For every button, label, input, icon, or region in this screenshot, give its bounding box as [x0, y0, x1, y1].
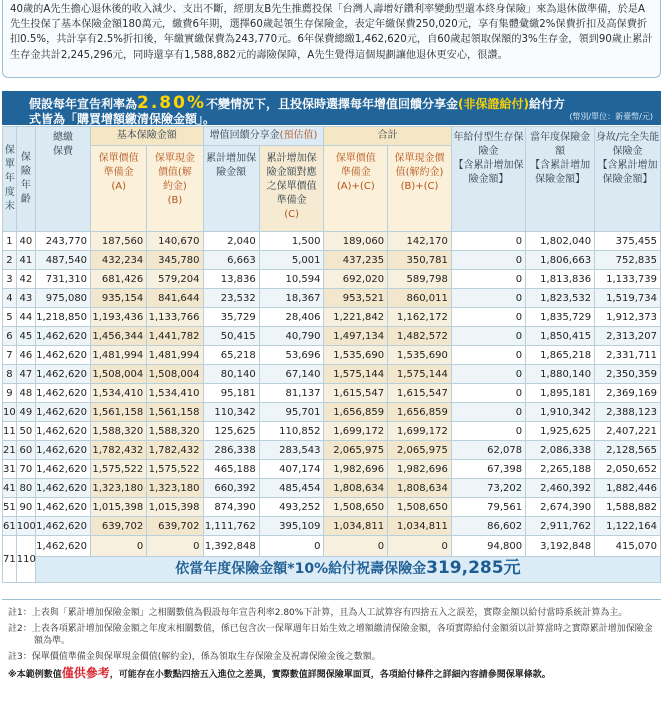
cell-annual-benefit: 67,398	[451, 460, 525, 479]
cell-total-reserve: 1,982,696	[324, 460, 388, 479]
note-3: 註3：保單價值準備金與保單現金價值(解約金)，係為領取生存保險金及祝壽保險金後之數額。	[8, 651, 381, 662]
cell-reserve-a: 1,193,436	[91, 308, 147, 327]
cell-reserve-a: 681,426	[91, 270, 147, 289]
cell-inc-amount: 35,729	[203, 308, 259, 327]
cell-reserve-a: 1,456,344	[91, 327, 147, 346]
cell-age: 60	[16, 441, 35, 460]
cell-age: 90	[16, 498, 35, 517]
endowment-text: 依當年度保險金額*10%給付祝壽保險金	[175, 561, 427, 577]
group-total: 合計	[324, 127, 451, 146]
col-annual-benefit: 年給付型生存保險金 【含累計增加保險金額】	[451, 127, 525, 232]
table-row-final	[3, 536, 661, 557]
cell-cash-b: 345,780	[147, 251, 203, 270]
cell-inc-reserve: 10,594	[259, 270, 324, 289]
cell-age: 49	[16, 403, 35, 422]
cell-current-amount: 1,823,532	[526, 289, 595, 308]
cell-inc-reserve: 67,140	[259, 365, 324, 384]
header-suffix: 給付方	[529, 97, 566, 111]
cell-cash-b: 579,204	[147, 270, 203, 289]
cell-inc-reserve: 283,543	[259, 441, 324, 460]
cell-death-benefit: 2,407,221	[595, 422, 661, 441]
cell-year: 2	[3, 251, 17, 270]
cell-cash-b: 1,534,410	[147, 384, 203, 403]
cell-total-cash: 142,170	[388, 232, 452, 251]
table-row	[3, 289, 661, 308]
cell-death-benefit: 2,350,359	[595, 365, 661, 384]
cell-age: 110	[16, 536, 35, 583]
cell-total-reserve: 189,060	[324, 232, 388, 251]
cell-annual-benefit: 0	[451, 270, 525, 289]
cell-death-benefit: 2,369,169	[595, 384, 661, 403]
cell-year: 41	[3, 479, 17, 498]
cell-cash-b: 1,588,320	[147, 422, 203, 441]
table-row	[3, 232, 661, 251]
cell-inc-reserve: 28,406	[259, 308, 324, 327]
cell-inc-reserve: 81,137	[259, 384, 324, 403]
cell-premium: 1,218,850	[35, 308, 90, 327]
cell-total-reserve: 1,699,172	[324, 422, 388, 441]
table-row	[3, 422, 661, 441]
cell-annual-benefit: 0	[451, 422, 525, 441]
cell-year: 9	[3, 384, 17, 403]
cell-reserve-a: 187,560	[91, 232, 147, 251]
table-row	[3, 460, 661, 479]
final-year-section	[3, 536, 661, 583]
cell-inc-reserve: 40,790	[259, 327, 324, 346]
cell-annual-benefit: 73,202	[451, 479, 525, 498]
cell-current-amount: 1,865,218	[526, 346, 595, 365]
col-total-cash-value: 保單現金價值(解約金) (B)+(C)	[388, 146, 452, 232]
cell-total-cash: 1,982,696	[388, 460, 452, 479]
cell-total-reserve: 1,221,842	[324, 308, 388, 327]
table-body	[3, 232, 661, 536]
cell-total-cash: 1,808,634	[388, 479, 452, 498]
cell-reserve-a: 1,015,398	[91, 498, 147, 517]
cell-current-amount: 1,813,836	[526, 270, 595, 289]
cell-inc-amount: 110,342	[203, 403, 259, 422]
cell-current-amount: 1,806,663	[526, 251, 595, 270]
cell-current-amount: 3,192,848	[526, 536, 595, 557]
cell-premium: 1,462,620	[35, 479, 90, 498]
col-incremental-amount: 累計增加保險金額	[203, 146, 259, 232]
cell-current-amount: 2,265,188	[526, 460, 595, 479]
cell-premium: 1,462,620	[35, 460, 90, 479]
cell-premium: 243,770	[35, 232, 90, 251]
non-guaranteed-tag: (非保證給付)	[458, 97, 529, 111]
cell-inc-reserve: 0	[259, 536, 324, 557]
cell-current-amount: 2,086,338	[526, 441, 595, 460]
cell-total-cash: 0	[388, 536, 452, 557]
cell-inc-amount: 874,390	[203, 498, 259, 517]
cell-premium: 1,462,620	[35, 327, 90, 346]
table-row	[3, 270, 661, 289]
cell-cash-b: 841,644	[147, 289, 203, 308]
cell-total-cash: 589,798	[388, 270, 452, 289]
cell-year: 3	[3, 270, 17, 289]
cell-inc-amount: 1,111,762	[203, 517, 259, 536]
table-row	[3, 517, 661, 536]
cell-total-reserve: 1,575,144	[324, 365, 388, 384]
cell-death-benefit: 2,331,711	[595, 346, 661, 365]
cell-total-cash: 1,575,144	[388, 365, 452, 384]
cell-total-reserve: 1,497,134	[324, 327, 388, 346]
cell-inc-reserve: 485,454	[259, 479, 324, 498]
cell-inc-amount: 286,338	[203, 441, 259, 460]
benefit-table	[2, 126, 661, 583]
cell-total-cash: 860,011	[388, 289, 452, 308]
cell-reserve-a: 1,782,432	[91, 441, 147, 460]
cell-inc-reserve: 1,500	[259, 232, 324, 251]
cell-current-amount: 1,802,040	[526, 232, 595, 251]
cell-reserve-a: 1,508,004	[91, 365, 147, 384]
cell-total-cash: 1,699,172	[388, 422, 452, 441]
cell-annual-benefit: 0	[451, 384, 525, 403]
cell-reserve-a: 1,481,994	[91, 346, 147, 365]
cell-total-reserve: 1,535,690	[324, 346, 388, 365]
cell-inc-amount: 6,663	[203, 251, 259, 270]
cell-death-benefit: 1,912,373	[595, 308, 661, 327]
cell-inc-amount: 13,836	[203, 270, 259, 289]
cell-death-benefit: 415,070	[595, 536, 661, 557]
note-2: 註2：上表各項累計增加保險金額之年度末相關數值，係已包含次一保單週年日始生效之增額繳清保險金額，各項實際給付金額須以計算當時之實際累計增加保險金額為準。	[8, 623, 653, 646]
col-reserve-a: 保單價值準備金 (A)	[91, 146, 147, 232]
cell-annual-benefit: 79,561	[451, 498, 525, 517]
cell-premium: 487,540	[35, 251, 90, 270]
cell-reserve-a: 1,561,158	[91, 403, 147, 422]
cell-total-cash: 1,034,811	[388, 517, 452, 536]
cell-total-cash: 1,162,172	[388, 308, 452, 327]
cell-premium: 975,080	[35, 289, 90, 308]
cell-year: 71	[3, 536, 17, 583]
cell-age: 41	[16, 251, 35, 270]
cell-year: 31	[3, 460, 17, 479]
cell-inc-reserve: 18,367	[259, 289, 324, 308]
cell-total-reserve: 1,808,634	[324, 479, 388, 498]
cell-year: 10	[3, 403, 17, 422]
cell-reserve-a: 1,534,410	[91, 384, 147, 403]
cell-annual-benefit: 0	[451, 232, 525, 251]
col-current-amount: 當年度保險金額 【含累計增加保險金額】	[526, 127, 595, 232]
cell-year: 7	[3, 346, 17, 365]
cell-premium: 1,462,620	[35, 536, 90, 557]
cell-total-reserve: 2,065,975	[324, 441, 388, 460]
cell-total-reserve: 692,020	[324, 270, 388, 289]
cell-cash-b: 1,575,522	[147, 460, 203, 479]
note-1: 註1：上表與「累計增加保險金額」之相關數值為假設每年宣告利率2.80%下計算，且為人工試算容有四捨五入之誤差，實際金額以給付當時系統計算為主。	[8, 608, 628, 618]
cell-death-benefit: 1,588,882	[595, 498, 661, 517]
cell-year: 8	[3, 365, 17, 384]
cell-death-benefit: 2,388,123	[595, 403, 661, 422]
cell-annual-benefit: 0	[451, 289, 525, 308]
header-line-2: 式皆為「購買增額繳清保險金額」。	[29, 112, 216, 126]
cell-cash-b: 1,441,782	[147, 327, 203, 346]
cell-inc-reserve: 395,109	[259, 517, 324, 536]
cell-total-reserve: 1,034,811	[324, 517, 388, 536]
col-incremental-reserve-c: 累計增加保險金額對應之保單價值準備金 (C)	[259, 146, 324, 232]
cell-inc-amount: 50,415	[203, 327, 259, 346]
cell-cash-b: 639,702	[147, 517, 203, 536]
table-row	[3, 365, 661, 384]
cell-age: 48	[16, 384, 35, 403]
cell-death-benefit: 375,455	[595, 232, 661, 251]
cell-inc-amount: 80,140	[203, 365, 259, 384]
cell-inc-reserve: 53,696	[259, 346, 324, 365]
col-cash-value-b: 保單現金價值(解約金) (B)	[147, 146, 203, 232]
cell-annual-benefit: 94,800	[451, 536, 525, 557]
cell-annual-benefit: 62,078	[451, 441, 525, 460]
table-row	[3, 346, 661, 365]
declared-rate: 2.80%	[137, 93, 206, 113]
cell-cash-b: 1,323,180	[147, 479, 203, 498]
cell-reserve-a: 1,588,320	[91, 422, 147, 441]
col-age: 保險年齡	[16, 127, 35, 232]
cell-inc-reserve: 95,701	[259, 403, 324, 422]
table-row	[3, 403, 661, 422]
cell-reserve-a: 1,575,522	[91, 460, 147, 479]
cell-death-benefit: 2,313,207	[595, 327, 661, 346]
table-row	[3, 327, 661, 346]
cell-cash-b: 1,561,158	[147, 403, 203, 422]
cell-inc-reserve: 110,852	[259, 422, 324, 441]
for-reference-only: 僅供參考	[61, 666, 110, 680]
cell-current-amount: 1,880,140	[526, 365, 595, 384]
cell-cash-b: 0	[147, 536, 203, 557]
cell-total-cash: 1,615,547	[388, 384, 452, 403]
cell-age: 70	[16, 460, 35, 479]
cell-premium: 1,462,620	[35, 517, 90, 536]
cell-year: 4	[3, 289, 17, 308]
table-row	[3, 308, 661, 327]
endowment-band-row	[3, 557, 661, 583]
cell-annual-benefit: 0	[451, 308, 525, 327]
cell-inc-reserve: 493,252	[259, 498, 324, 517]
cell-age: 43	[16, 289, 35, 308]
cell-death-benefit: 1,122,164	[595, 517, 661, 536]
cell-age: 46	[16, 346, 35, 365]
cell-age: 42	[16, 270, 35, 289]
cell-total-cash: 1,656,859	[388, 403, 452, 422]
cell-current-amount: 1,895,181	[526, 384, 595, 403]
cell-age: 40	[16, 232, 35, 251]
cell-year: 51	[3, 498, 17, 517]
cell-total-cash: 1,508,650	[388, 498, 452, 517]
disclaimer: ※本範例數值僅供參考，可能存在小數點四捨五入進位之差異，實際數值詳閱保險單面頁，各項給付條件之詳細內容請參閱保單條款。	[8, 666, 551, 680]
cell-total-reserve: 437,235	[324, 251, 388, 270]
cell-cash-b: 140,670	[147, 232, 203, 251]
cell-reserve-a: 432,234	[91, 251, 147, 270]
group-incremental-bonus: 增值回饋分享金(預估值)	[203, 127, 324, 146]
cell-reserve-a: 935,154	[91, 289, 147, 308]
cell-premium: 1,462,620	[35, 384, 90, 403]
cell-age: 47	[16, 365, 35, 384]
cell-year: 11	[3, 422, 17, 441]
endowment-amount: 319,285元	[426, 558, 521, 578]
cell-total-cash: 2,065,975	[388, 441, 452, 460]
cell-premium: 1,462,620	[35, 403, 90, 422]
cell-age: 80	[16, 479, 35, 498]
col-policy-year: 保單年度末	[3, 127, 17, 232]
cell-year: 61	[3, 517, 17, 536]
cell-inc-amount: 95,181	[203, 384, 259, 403]
cell-inc-amount: 465,188	[203, 460, 259, 479]
cell-age: 45	[16, 327, 35, 346]
cell-inc-amount: 660,392	[203, 479, 259, 498]
cell-total-cash: 1,482,572	[388, 327, 452, 346]
cell-death-benefit: 1,133,739	[595, 270, 661, 289]
cell-current-amount: 2,460,392	[526, 479, 595, 498]
cell-cash-b: 1,015,398	[147, 498, 203, 517]
table-row	[3, 498, 661, 517]
cell-current-amount: 1,925,625	[526, 422, 595, 441]
cell-inc-amount: 1,392,848	[203, 536, 259, 557]
cell-annual-benefit: 86,602	[451, 517, 525, 536]
cell-year: 21	[3, 441, 17, 460]
cell-inc-amount: 125,625	[203, 422, 259, 441]
cell-death-benefit: 2,128,565	[595, 441, 661, 460]
cell-inc-reserve: 407,174	[259, 460, 324, 479]
cell-current-amount: 1,850,415	[526, 327, 595, 346]
cell-cash-b: 1,133,766	[147, 308, 203, 327]
illustration-header	[2, 91, 661, 125]
header-mid: 不變情況下，且投保時選擇每年增值回饋分享金	[206, 97, 459, 111]
cell-annual-benefit: 0	[451, 365, 525, 384]
col-total-premium: 總繳保費	[35, 127, 90, 232]
cell-annual-benefit: 0	[451, 327, 525, 346]
cell-premium: 1,462,620	[35, 498, 90, 517]
cell-age: 50	[16, 422, 35, 441]
group-base-amount: 基本保險金額	[91, 127, 203, 146]
cell-total-reserve: 1,508,650	[324, 498, 388, 517]
currency-unit: (幣別/單位：新臺幣/元)	[569, 112, 653, 121]
cell-death-benefit: 1,882,446	[595, 479, 661, 498]
cell-premium: 1,462,620	[35, 346, 90, 365]
intro-text: 40歲的A先生擔心退休後的收入減少、支出不斷，經朋友B先生推薦投保「台灣人壽增好鑽利率變動型還本終身保險」來為退休做準備，於是A先生投保了基本保險金額180萬元，繳費6年期，選擇60歲起領生存保險金，表定年繳保費250,020元，享有集體彙繳2%保費折扣及高保費折扣0.5%，共計享有2.5%折扣後，年繳實繳保費為243,770元。6年保費總繳1,462,620元，自60歲起領取保額的3%生存金，領到90歲止累計生存金共計2,245,296元，同時還享有1,588,882元的壽險保障，A先生覺得這個規劃讓他退休更安心，很讚。	[10, 4, 653, 61]
cell-current-amount: 1,910,342	[526, 403, 595, 422]
cell-cash-b: 1,508,004	[147, 365, 203, 384]
endowment-band	[35, 557, 660, 583]
cell-cash-b: 1,782,432	[147, 441, 203, 460]
cell-annual-benefit: 0	[451, 346, 525, 365]
cell-cash-b: 1,481,994	[147, 346, 203, 365]
cell-current-amount: 2,911,762	[526, 517, 595, 536]
cell-death-benefit: 2,050,652	[595, 460, 661, 479]
cell-reserve-a: 1,323,180	[91, 479, 147, 498]
cell-reserve-a: 0	[91, 536, 147, 557]
cell-year: 6	[3, 327, 17, 346]
cell-current-amount: 2,674,390	[526, 498, 595, 517]
cell-year: 5	[3, 308, 17, 327]
cell-annual-benefit: 0	[451, 403, 525, 422]
header-prefix: 假設每年宣告利率為	[29, 97, 138, 111]
cell-death-benefit: 752,835	[595, 251, 661, 270]
cell-premium: 1,462,620	[35, 422, 90, 441]
footnotes	[2, 599, 661, 708]
cell-inc-reserve: 5,001	[259, 251, 324, 270]
cell-total-reserve: 1,615,547	[324, 384, 388, 403]
cell-age: 44	[16, 308, 35, 327]
intro-box	[2, 0, 661, 78]
cell-reserve-a: 639,702	[91, 517, 147, 536]
table-row	[3, 479, 661, 498]
col-total-reserve: 保單價值準備金 (A)+(C)	[324, 146, 388, 232]
cell-inc-amount: 2,040	[203, 232, 259, 251]
cell-inc-amount: 65,218	[203, 346, 259, 365]
cell-total-reserve: 1,656,859	[324, 403, 388, 422]
cell-total-cash: 350,781	[388, 251, 452, 270]
cell-total-reserve: 953,521	[324, 289, 388, 308]
table-row	[3, 441, 661, 460]
cell-current-amount: 1,835,729	[526, 308, 595, 327]
cell-premium: 1,462,620	[35, 441, 90, 460]
cell-age: 100	[16, 517, 35, 536]
col-death-benefit: 身故/完全失能保險金 【含累計增加保險金額】	[595, 127, 661, 232]
cell-year: 1	[3, 232, 17, 251]
cell-total-cash: 1,535,690	[388, 346, 452, 365]
cell-premium: 731,310	[35, 270, 90, 289]
cell-annual-benefit: 0	[451, 251, 525, 270]
cell-premium: 1,462,620	[35, 365, 90, 384]
cell-inc-amount: 23,532	[203, 289, 259, 308]
cell-total-reserve: 0	[324, 536, 388, 557]
table-row	[3, 384, 661, 403]
table-row	[3, 251, 661, 270]
cell-death-benefit: 1,519,734	[595, 289, 661, 308]
